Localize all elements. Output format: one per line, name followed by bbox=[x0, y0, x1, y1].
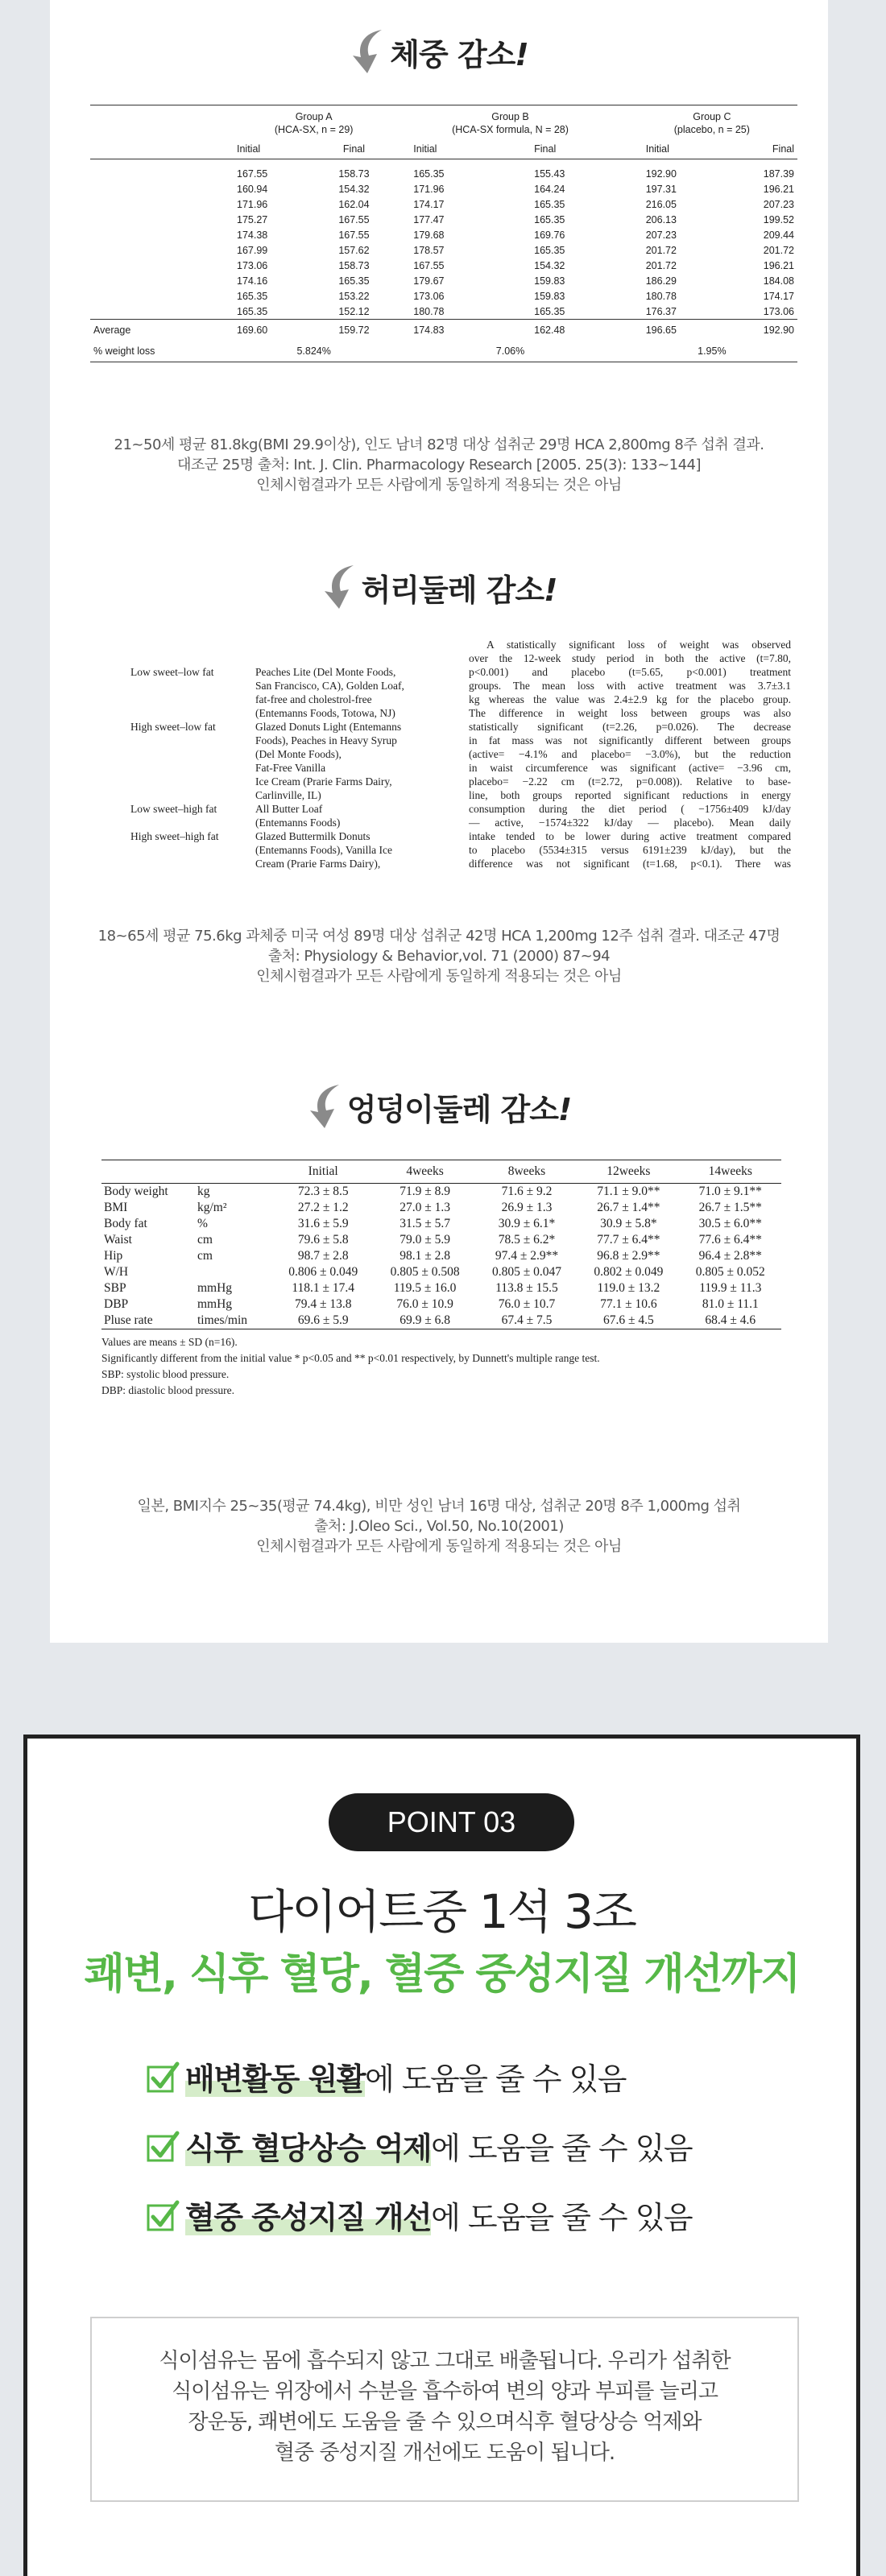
table-cell: 76.0 ± 10.7 bbox=[498, 1297, 556, 1311]
table-cell: 30.9 ± 5.8* bbox=[600, 1217, 657, 1230]
page-card bbox=[50, 0, 828, 1643]
food-line: Ice Cream (Prarie Farms Dairy, bbox=[255, 775, 392, 788]
check-bold-text: 배변활동 원활 bbox=[185, 2061, 365, 2097]
table-cell: 192.90 bbox=[645, 167, 677, 180]
table-cell: 81.0 ± 11.1 bbox=[702, 1297, 759, 1311]
table-cell: 165.35 bbox=[534, 198, 565, 210]
table-cell: 209.44 bbox=[763, 229, 794, 241]
study-text-line: p<0.001) and placebo (t=5.65, p<0.001) treatment bbox=[469, 666, 791, 678]
check-text: 에 도움을 줄 수 있음 bbox=[431, 2200, 693, 2235]
table-subheader bbox=[90, 139, 797, 159]
column-header: 4weeks bbox=[374, 1160, 475, 1184]
table-cell: 0.805 ± 0.047 bbox=[491, 1265, 561, 1279]
food-list-item bbox=[130, 802, 469, 829]
table-cell: 69.6 ± 5.9 bbox=[272, 1313, 374, 1329]
table-row bbox=[90, 258, 797, 273]
study-text bbox=[469, 638, 791, 870]
row-label: Pluse rate bbox=[101, 1313, 195, 1329]
caption-line: 대조군 25명 출처: Int. J. Clin. Pharmacology Research [2005. 25(3): 133~144] bbox=[176, 457, 702, 473]
table-cell: 158.73 bbox=[338, 167, 370, 180]
table-cell: 169.60 bbox=[234, 320, 314, 341]
study-text-line: line, both groups reported significant reductions in energy bbox=[469, 789, 791, 801]
food-category: High sweet–low fat bbox=[130, 721, 216, 733]
study-text-line: — active, −1574±322 kJ/day — placebo). Mean daily bbox=[469, 817, 791, 829]
table-cell: 98.1 ± 2.8 bbox=[400, 1249, 450, 1263]
note-line: DBP: diastolic blood pressure. bbox=[101, 1384, 234, 1396]
table-cell: 158.73 bbox=[338, 259, 370, 271]
row-label: Hip bbox=[104, 1249, 123, 1263]
waist-caption bbox=[50, 926, 828, 986]
table-cell: 5.824% bbox=[234, 341, 394, 362]
table-cell: 77.1 ± 10.6 bbox=[600, 1297, 657, 1311]
section-waist-heading bbox=[50, 564, 828, 610]
table-cell: 174.17 bbox=[763, 290, 794, 302]
table-cell: 79.6 ± 5.8 bbox=[297, 1233, 349, 1247]
table-cell: 78.5 ± 6.2* bbox=[498, 1233, 556, 1247]
table-cell: 196.21 bbox=[763, 259, 794, 271]
subheader-cell: Initial bbox=[394, 139, 531, 159]
checkbox-check-icon bbox=[147, 2130, 180, 2164]
table-cell: 165.35 bbox=[237, 290, 268, 302]
table-cell: 171.96 bbox=[237, 198, 268, 210]
table-row bbox=[101, 1264, 781, 1280]
table-cell: 119.9 ± 11.3 bbox=[699, 1281, 762, 1295]
table-cell: 68.4 ± 4.6 bbox=[680, 1313, 781, 1329]
table-cell: 0.806 ± 0.049 bbox=[288, 1265, 358, 1279]
food-line: San Francisco, CA), Golden Loaf, bbox=[255, 680, 404, 692]
checkbox-check-icon bbox=[147, 2061, 180, 2094]
table-cell: 177.47 bbox=[413, 213, 445, 225]
table-cell: 173.06 bbox=[763, 305, 794, 317]
food-line: All Butter Loaf bbox=[255, 803, 323, 815]
table-cell: 173.06 bbox=[237, 259, 268, 271]
description-box bbox=[90, 2317, 799, 2502]
food-category: High sweet–high fat bbox=[130, 830, 219, 842]
group-b-header: Group B (HCA-SX formula, N = 28) bbox=[394, 105, 626, 140]
table-cell: 167.99 bbox=[237, 244, 268, 256]
row-label bbox=[90, 227, 234, 242]
table-row bbox=[90, 196, 797, 212]
table-row bbox=[101, 1313, 781, 1329]
check-bold-text: 혈중 중성지질 개선 bbox=[185, 2200, 432, 2235]
table-cell: 216.05 bbox=[645, 198, 677, 210]
desc-line: 식이섬유는 몸에 흡수되지 않고 그대로 배출됩니다. 우리가 섭취한 bbox=[159, 2349, 731, 2373]
row-label bbox=[90, 273, 234, 288]
table-cell: 174.17 bbox=[413, 198, 445, 210]
row-unit bbox=[195, 1264, 272, 1280]
table-cell: 153.22 bbox=[338, 290, 370, 302]
food-list-item bbox=[130, 665, 469, 720]
row-label: Average bbox=[90, 320, 234, 341]
table-cell: 196.21 bbox=[763, 183, 794, 195]
table-row bbox=[90, 273, 797, 288]
food-line: Carlinville, IL) bbox=[255, 789, 321, 801]
table-cell: 119.0 ± 13.2 bbox=[597, 1281, 660, 1295]
row-label: DBP bbox=[104, 1297, 129, 1311]
group-a-header: Group A (HCA-SX, n = 29) bbox=[234, 105, 394, 140]
table-cell: 79.0 ± 5.9 bbox=[400, 1233, 450, 1247]
check-item bbox=[147, 2054, 626, 2098]
table-cell: 0.805 ± 0.508 bbox=[390, 1265, 460, 1279]
table-cell: 71.1 ± 9.0** bbox=[597, 1185, 660, 1198]
row-unit: mmHg bbox=[197, 1297, 233, 1311]
row-label bbox=[90, 196, 234, 212]
table-cell: 167.55 bbox=[237, 167, 268, 180]
hip-caption bbox=[50, 1496, 828, 1557]
check-text: 에 도움을 줄 수 있음 bbox=[364, 2061, 626, 2097]
table-cell: 165.35 bbox=[534, 213, 565, 225]
table-row bbox=[90, 304, 797, 320]
row-label: Waist bbox=[104, 1233, 132, 1247]
row-label bbox=[90, 181, 234, 196]
row-unit: times/min bbox=[195, 1313, 272, 1329]
point-badge: POINT 03 bbox=[329, 1793, 574, 1851]
curved-arrow-down-icon bbox=[307, 1083, 342, 1130]
table-cell: 179.67 bbox=[413, 275, 445, 287]
food-line: Glazed Buttermilk Donuts bbox=[255, 830, 371, 842]
subheader-cell: Initial bbox=[234, 139, 314, 159]
table-cell: 207.23 bbox=[645, 229, 677, 241]
table-cell: 0.805 ± 0.052 bbox=[695, 1265, 765, 1279]
table-row bbox=[101, 1200, 781, 1216]
table-cell: 165.35 bbox=[534, 244, 565, 256]
table-row bbox=[101, 1248, 781, 1264]
checkbox-check-icon bbox=[147, 2199, 180, 2233]
caption-line: 21~50세 평균 81.8kg(BMI 29.9이상), 인도 남녀 82명 대상 섭취군 29명 HCA 2,800mg 8주 섭취 결과. bbox=[114, 436, 764, 453]
food-category: Low sweet–low fat bbox=[130, 666, 214, 678]
table-cell: 76.0 ± 10.9 bbox=[396, 1297, 453, 1311]
table-cell: 159.83 bbox=[534, 275, 565, 287]
table-cell: 201.72 bbox=[645, 244, 677, 256]
study-text-line: The difference in weight loss between groups was also bbox=[469, 707, 791, 719]
table-row bbox=[90, 288, 797, 304]
row-unit: cm bbox=[197, 1233, 213, 1247]
table-cell: 174.83 bbox=[394, 320, 531, 341]
table-cell: 79.4 ± 13.8 bbox=[294, 1297, 352, 1311]
table-cell: 186.29 bbox=[645, 275, 677, 287]
subheader-cell: Final bbox=[531, 139, 627, 159]
table-row bbox=[90, 181, 797, 196]
table-cell: 206.13 bbox=[645, 213, 677, 225]
row-label bbox=[90, 159, 234, 182]
table-cell: 174.38 bbox=[237, 229, 268, 241]
table-cell: 97.4 ± 2.9** bbox=[495, 1249, 559, 1263]
food-list-item bbox=[130, 720, 469, 802]
table-cell: 77.6 ± 6.4** bbox=[698, 1233, 762, 1247]
study-text-line: kg whereas the value was 2.4±2.9 kg for the placebo group. bbox=[469, 693, 791, 705]
food-line: (Entemanns Foods, Totowa, NJ) bbox=[255, 707, 395, 719]
table-cell: 175.27 bbox=[237, 213, 268, 225]
table-cell: 26.7 ± 1.4** bbox=[597, 1201, 660, 1214]
food-line: (Entemanns Foods) bbox=[255, 817, 341, 829]
table-cell: 118.1 ± 17.4 bbox=[292, 1281, 355, 1295]
curved-arrow-down-icon bbox=[350, 28, 385, 75]
table-cell: 184.08 bbox=[763, 275, 794, 287]
section-title: 엉덩이둘레 감소! bbox=[346, 1091, 572, 1127]
table-cell: 159.83 bbox=[534, 290, 565, 302]
column-header: Initial bbox=[272, 1160, 374, 1184]
table-cell: 119.5 ± 16.0 bbox=[393, 1281, 457, 1295]
table-header bbox=[101, 1160, 781, 1184]
table-cell: 67.6 ± 4.5 bbox=[578, 1313, 679, 1329]
table-group-header bbox=[90, 105, 797, 140]
table-cell: 162.04 bbox=[338, 198, 370, 210]
table-cell: 160.94 bbox=[237, 183, 268, 195]
table-row bbox=[101, 1296, 781, 1313]
point-section bbox=[23, 1735, 860, 2576]
row-label: SBP bbox=[104, 1281, 126, 1295]
food-line: Foods), Peaches in Heavy Syrup bbox=[255, 734, 397, 746]
table-cell: 154.32 bbox=[534, 259, 565, 271]
table-cell: 196.65 bbox=[627, 320, 727, 341]
table-row bbox=[90, 227, 797, 242]
row-label bbox=[90, 288, 234, 304]
table-cell: 192.90 bbox=[727, 320, 797, 341]
table-cell: 173.06 bbox=[413, 290, 445, 302]
section-hip-heading bbox=[50, 1083, 828, 1130]
caption-line: 인체시험결과가 모든 사람에게 동일하게 적용되는 것은 아님 bbox=[256, 1538, 622, 1555]
table-cell: 152.12 bbox=[338, 305, 370, 317]
table-cell: 174.16 bbox=[237, 275, 268, 287]
table-cell: 7.06% bbox=[394, 341, 626, 362]
table-cell: 154.32 bbox=[338, 183, 370, 195]
table-cell: 30.5 ± 6.0** bbox=[698, 1217, 762, 1230]
table-cell: 165.35 bbox=[338, 275, 370, 287]
row-label bbox=[90, 242, 234, 258]
subheader-cell: Final bbox=[314, 139, 395, 159]
row-label: % weight loss bbox=[90, 341, 234, 362]
table-cell: 1.95% bbox=[627, 341, 797, 362]
table-cell: 155.43 bbox=[534, 167, 565, 180]
table-cell: 72.3 ± 8.5 bbox=[297, 1185, 349, 1198]
table-cell: 167.55 bbox=[338, 213, 370, 225]
table-cell: 167.55 bbox=[413, 259, 445, 271]
hip-table bbox=[101, 1160, 781, 1399]
table-cell: 77.7 ± 6.4** bbox=[597, 1233, 660, 1247]
study-text-line: placebo= −2.22 cm (t=2.72, p=0.008)). Relative to base- bbox=[469, 775, 791, 788]
study-text-line: over the 12-week study period in both the active (t=7.80, bbox=[469, 652, 791, 664]
column-header: 14weeks bbox=[680, 1160, 781, 1184]
table-cell: 199.52 bbox=[763, 213, 794, 225]
table-row bbox=[90, 212, 797, 227]
row-label bbox=[90, 258, 234, 273]
table-row bbox=[101, 1184, 781, 1201]
table-cell: 165.35 bbox=[413, 167, 445, 180]
table-row bbox=[101, 1216, 781, 1232]
table-cell: 98.7 ± 2.8 bbox=[297, 1249, 349, 1263]
table-cell: 0.802 ± 0.049 bbox=[594, 1265, 664, 1279]
row-unit: % bbox=[197, 1217, 208, 1230]
caption-line: 일본, BMI지수 25~35(평균 74.4kg), 비만 성인 남녀 16명 대상, 섭취군 20명 8주 1,000mg 섭취 bbox=[137, 1498, 741, 1515]
study-text-line: in waist circumference was significant (active= −3.96 cm, bbox=[469, 762, 791, 774]
caption-line: 인체시험결과가 모든 사람에게 동일하게 적용되는 것은 아님 bbox=[256, 968, 622, 985]
food-category: Low sweet–high fat bbox=[130, 803, 217, 815]
table-cell: 179.68 bbox=[413, 229, 445, 241]
row-label bbox=[90, 212, 234, 227]
table-row bbox=[90, 159, 797, 182]
row-label bbox=[90, 304, 234, 320]
table-cell: 187.39 bbox=[763, 167, 794, 180]
caption-line: 출처: J.Oleo Sci., Vol.50, No.10(2001) bbox=[314, 1518, 564, 1535]
point-headline: 다이어트중 1석 3조 bbox=[248, 1884, 636, 1939]
table-cell: 27.2 ± 1.2 bbox=[297, 1201, 349, 1214]
caption-line: 출처: Physiology & Behavior,vol. 71 (2000) 87~94 bbox=[267, 948, 611, 965]
note-line: Significantly different from the initial value * p<0.05 and ** p<0.01 respectively, by Dunnett's multiple range test. bbox=[101, 1352, 600, 1364]
point-subheadline: 쾌변, 식후 혈당, 혈중 중성지질 개선까지 bbox=[84, 1950, 800, 1999]
table-row bbox=[101, 1280, 781, 1296]
food-list-item bbox=[130, 829, 469, 870]
column-header: 8weeks bbox=[476, 1160, 578, 1184]
group-c-header: Group C (placebo, n = 25) bbox=[627, 105, 797, 140]
table-cell: 69.9 ± 6.8 bbox=[374, 1313, 475, 1329]
row-unit: kg/m² bbox=[197, 1201, 227, 1214]
row-label: Body fat bbox=[104, 1217, 147, 1230]
table-cell: 31.6 ± 5.9 bbox=[297, 1217, 349, 1230]
study-text-line: intake tended to be lower during active treatment compared bbox=[469, 830, 791, 842]
table-cell: 96.8 ± 2.9** bbox=[597, 1249, 660, 1263]
study-text-line: statistically significant (t=2.26, p=0.026). The decrease bbox=[469, 721, 791, 733]
note-line: SBP: systolic blood pressure. bbox=[101, 1368, 230, 1380]
food-line: (Entemanns Foods), Vanilla Ice bbox=[255, 844, 392, 856]
table-cell: 27.0 ± 1.3 bbox=[400, 1201, 450, 1214]
table-cell: 207.23 bbox=[763, 198, 794, 210]
table-cell: 162.48 bbox=[531, 320, 627, 341]
study-text-line: groups. The mean loss with active treatment was 3.7±3.1 bbox=[469, 680, 791, 692]
study-text-line: A statistically significant loss of weight was observed bbox=[486, 639, 791, 651]
check-item bbox=[147, 2193, 692, 2237]
table-notes bbox=[101, 1334, 781, 1399]
desc-line: 장운동, 쾌변에도 도움을 줄 수 있으며식후 혈당상승 억제와 bbox=[188, 2410, 702, 2434]
caption-line: 인체시험결과가 모든 사람에게 동일하게 적용되는 것은 아님 bbox=[256, 477, 622, 494]
table-cell: 113.8 ± 15.5 bbox=[495, 1281, 558, 1295]
food-list bbox=[130, 665, 469, 870]
food-line: Peaches Lite (Del Monte Foods, bbox=[255, 666, 396, 678]
table-cell: 164.24 bbox=[534, 183, 565, 195]
food-line: fat-free and cholestrol-free bbox=[255, 693, 372, 705]
study-text-line: difference was not significant (t=1.68, p<0.1). There was bbox=[469, 858, 791, 870]
study-text-line: consumption during the diet period ( −1756±409 kJ/day bbox=[469, 803, 791, 815]
table-cell: 71.0 ± 9.1** bbox=[698, 1185, 762, 1198]
check-bold-text: 식후 혈당상승 억제 bbox=[185, 2131, 432, 2166]
table-cell: 26.7 ± 1.5** bbox=[698, 1201, 762, 1214]
table-row-loss bbox=[90, 341, 797, 362]
table-cell: 178.57 bbox=[413, 244, 445, 256]
table-cell: 197.31 bbox=[645, 183, 677, 195]
check-item bbox=[147, 2123, 692, 2168]
study-text-line: (active= −4.1% and placebo= −3.0%), but the reduction bbox=[469, 748, 791, 760]
section-title: 허리둘레 감소! bbox=[361, 572, 557, 608]
table-row bbox=[90, 242, 797, 258]
table-cell: 180.78 bbox=[645, 290, 677, 302]
row-label: Body weight bbox=[104, 1185, 168, 1198]
table-cell: 159.72 bbox=[314, 320, 395, 341]
desc-line: 혈중 중성지질 개선에도 도움이 됩니다. bbox=[274, 2441, 615, 2465]
table-cell: 30.9 ± 6.1* bbox=[498, 1217, 556, 1230]
row-label: BMI bbox=[104, 1201, 128, 1214]
food-line: Cream (Prarie Farms Dairy), bbox=[255, 858, 381, 870]
table-cell: 157.62 bbox=[338, 244, 370, 256]
curved-arrow-down-icon bbox=[321, 564, 357, 610]
weight-table bbox=[90, 105, 797, 362]
subheader-cell: Initial bbox=[627, 139, 727, 159]
table-cell: 201.72 bbox=[645, 259, 677, 271]
row-label: W/H bbox=[104, 1265, 129, 1279]
caption-line: 18~65세 평균 75.6kg 과체중 미국 여성 89명 대상 섭취군 42명 HCA 1,200mg 12주 섭취 결과. 대조군 47명 bbox=[97, 928, 780, 945]
table-cell: 169.76 bbox=[534, 229, 565, 241]
table-cell: 176.37 bbox=[645, 305, 677, 317]
table-row bbox=[101, 1232, 781, 1248]
check-text: 에 도움을 줄 수 있음 bbox=[431, 2131, 693, 2166]
table-cell: 180.78 bbox=[413, 305, 445, 317]
table-cell: 201.72 bbox=[763, 244, 794, 256]
study-text-line: to placebo (5534±315 versus 6191±239 kJ/day), but the bbox=[469, 844, 791, 856]
weight-caption bbox=[50, 435, 828, 495]
study-text-line: in fat mass was not significantly different between groups bbox=[469, 734, 791, 746]
table-cell: 96.4 ± 2.8** bbox=[698, 1249, 762, 1263]
subheader-cell: Final bbox=[727, 139, 797, 159]
table-cell: 171.96 bbox=[413, 183, 445, 195]
table-cell: 165.35 bbox=[237, 305, 268, 317]
table-cell: 71.9 ± 8.9 bbox=[400, 1185, 450, 1198]
food-line: (Del Monte Foods), bbox=[255, 748, 342, 760]
food-line: Glazed Donuts Light (Entemanns bbox=[255, 721, 402, 733]
row-unit: kg bbox=[197, 1185, 210, 1198]
table-cell: 165.35 bbox=[534, 305, 565, 317]
section-title: 체중 감소! bbox=[390, 36, 528, 72]
row-unit: cm bbox=[197, 1249, 213, 1263]
note-line: Values are means ± SD (n=16). bbox=[101, 1336, 238, 1348]
desc-line: 식이섬유는 위장에서 수분을 흡수하여 변의 양과 부피를 늘리고 bbox=[172, 2380, 718, 2404]
table-cell: 26.9 ± 1.3 bbox=[501, 1201, 553, 1214]
table-cell: 71.6 ± 9.2 bbox=[501, 1185, 553, 1198]
table-row-average bbox=[90, 320, 797, 341]
section-weight-heading bbox=[50, 28, 828, 75]
column-header: 12weeks bbox=[578, 1160, 679, 1184]
table-cell: 31.5 ± 5.7 bbox=[400, 1217, 450, 1230]
food-line: Fat-Free Vanilla bbox=[255, 762, 326, 774]
row-unit: mmHg bbox=[197, 1281, 233, 1295]
table-cell: 167.55 bbox=[338, 229, 370, 241]
table-cell: 67.4 ± 7.5 bbox=[476, 1313, 578, 1329]
